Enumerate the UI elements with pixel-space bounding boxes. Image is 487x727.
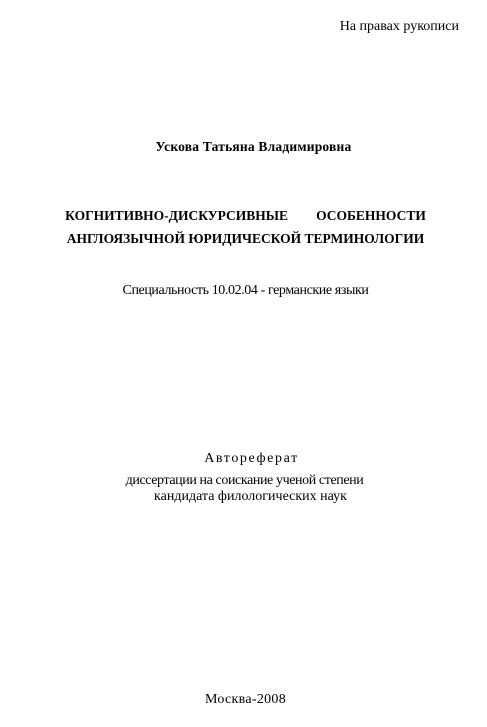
dissertation-title-line-2: АНГЛОЯЗЫЧНОЙ ЮРИДИЧЕСКОЙ ТЕРМИНОЛОГИИ [66,231,425,246]
specialty-code: Специальность 10.02.04 - германские языки [122,283,369,298]
title-line-1-part-1: КОГНИТИВНО-ДИСКУРСИВНЫЕ [65,208,289,223]
abstract-label: Автореферат [204,451,299,466]
city-year: Москва-2008 [204,692,287,707]
degree-description-line-1: диссертации на соискание ученой степени [125,473,364,488]
author-name: Ускова Татьяна Владимировна [155,139,352,154]
copyright-note: На правах рукописи [339,19,459,34]
title-line-1-part-2: ОСОБЕННОСТИ [316,208,426,223]
degree-description-line-2: кандидата филологических наук [154,489,347,504]
dissertation-title-line-1 [0,209,487,223]
